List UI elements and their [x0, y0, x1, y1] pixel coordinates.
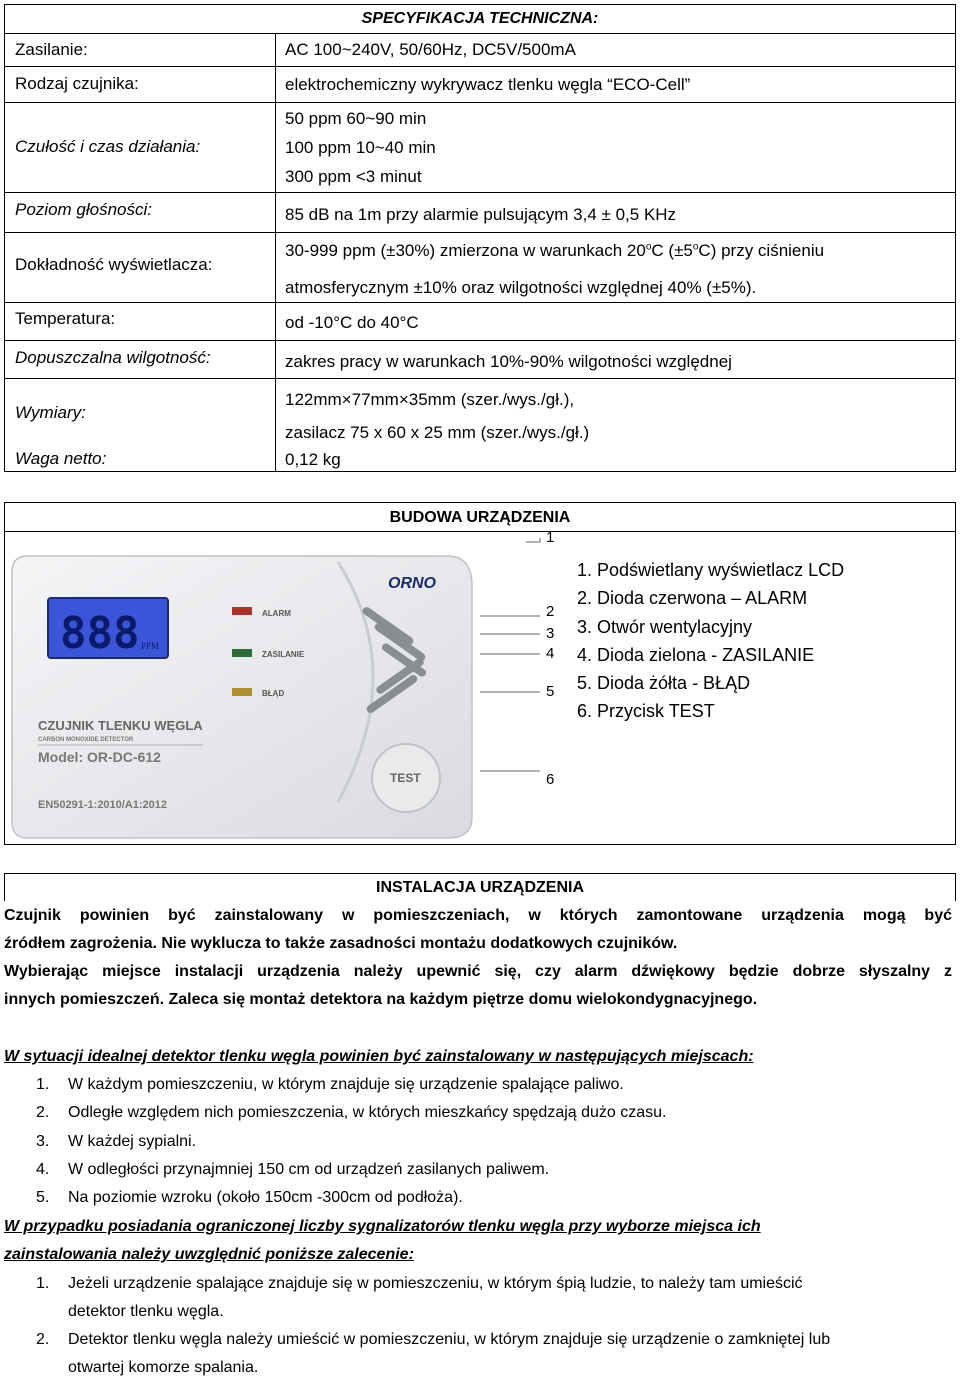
spec-value: zasilacz 75 x 60 x 25 mm (szer./wys./gł.) — [285, 423, 590, 442]
spec-row-volume — [5, 192, 955, 232]
spec-label: Waga netto: — [15, 449, 107, 468]
list-text: W każdej sypialni. — [68, 1133, 197, 1150]
install-paragraph — [4, 902, 952, 958]
callout-number: 6 — [546, 771, 555, 788]
led-green — [232, 649, 252, 657]
install-paragraph — [4, 958, 952, 1014]
product-subtitle: CARBON MONOXIDE DETECTOR — [38, 737, 134, 743]
callout-number: 2 — [546, 603, 555, 620]
spec-row-sensitivity — [5, 102, 955, 192]
parts-list-item: 3. Otwór wentylacyjny — [577, 616, 753, 637]
parts-list-item: 2. Dioda czerwona – ALARM — [577, 588, 808, 609]
spec-value: elektrochemiczny wykrywacz tlenku węgla “ECO-Cell” — [285, 75, 691, 94]
spec-value — [285, 241, 824, 261]
device-illustration — [8, 552, 478, 842]
parts-list-item: 4. Dioda zielona - ZASILANIE — [577, 644, 815, 665]
spec-row-temperature — [5, 302, 955, 340]
list-item — [36, 1099, 667, 1127]
heading-line: W przypadku posiadania ograniczonej liczby sygnalizatorów tlenku węgla przy wyborze miejsca ich — [4, 1218, 761, 1235]
spec-value: 100 ppm 10~40 min — [285, 138, 436, 157]
spec-row-accuracy — [5, 232, 955, 302]
list-text: Na poziomie wzroku (około 150cm -300cm od podłoża). — [68, 1189, 463, 1206]
callout-number: 5 — [546, 683, 555, 700]
standard-label: EN50291-1:2010/A1:2012 — [38, 799, 168, 811]
degree-mark: o — [645, 241, 652, 253]
spec-value: AC 100~240V, 50/60Hz, DC5V/500mA — [285, 40, 576, 59]
list-number: 2. — [36, 1104, 50, 1121]
spec-label: Wymiary: — [15, 403, 86, 422]
spec-label: Poziom głośności: — [15, 200, 153, 219]
spec-label: Zasilanie: — [15, 40, 88, 59]
paragraph-line: Czujnik powinien być zainstalowany w pomieszczeniach, w których zamontowane urządzenia mogą być — [4, 907, 952, 924]
parts-list — [577, 556, 844, 726]
instalacja-heading: INSTALACJA URZĄDZENIA — [4, 873, 956, 901]
spec-label: Rodzaj czujnika: — [15, 74, 139, 93]
lcd-digits: 888 — [60, 608, 140, 659]
list-item-continuation: otwartej komorze spalania. — [68, 1359, 259, 1376]
led-label: ALARM — [262, 609, 291, 618]
callout-number: 1 — [546, 530, 555, 546]
spec-label: Dopuszczalna wilgotność: — [15, 348, 211, 367]
spec-row-dimensions — [5, 378, 955, 445]
lcd-unit: PPM — [141, 641, 160, 651]
callout-number: 3 — [546, 625, 555, 642]
list-text: Jeżeli urządzenie spalające znajduje się w pomieszczeniu, w którym śpią ludzie, to należy tam umieścić — [68, 1275, 803, 1292]
list-item — [36, 1184, 463, 1212]
spec-row-humidity — [5, 340, 955, 378]
spec-value: 50 ppm 60~90 min — [285, 109, 427, 128]
list-number: 4. — [36, 1161, 50, 1178]
list-text: W odległości przynajmniej 150 cm od urządzeń zasilanych paliwem. — [68, 1161, 550, 1178]
spec-label: Czułość i czas działania: — [15, 137, 201, 156]
parts-list-item: 6. Przycisk TEST — [577, 701, 715, 722]
spec-value: 300 ppm <3 minut — [285, 167, 422, 186]
spec-label: Dokładność wyświetlacza: — [15, 255, 213, 274]
list-number: 1. — [36, 1275, 50, 1292]
list-item-continuation: detektor tlenku węgla. — [68, 1303, 224, 1320]
spec-title: SPECYFIKACJA TECHNICZNA: — [361, 10, 599, 27]
led-red — [232, 607, 252, 615]
spec-value: 85 dB na 1m przy alarmie pulsującym 3,4 ± 0,5 KHz — [285, 205, 677, 224]
spec-value: 0,12 kg — [285, 450, 341, 469]
list-number: 3. — [36, 1133, 50, 1150]
spec-value: od -10°C do 40°C — [285, 313, 419, 332]
led-label: BŁĄD — [262, 689, 285, 698]
spec-label: Temperatura: — [15, 309, 116, 328]
list-item — [36, 1128, 196, 1156]
limited-detectors-heading — [4, 1213, 952, 1269]
spec-value-part: C (±5 — [651, 241, 693, 260]
product-name: CZUJNIK TLENKU WĘGLA — [38, 718, 203, 733]
list-text: W każdym pomieszczeniu, w którym znajduje się urządzenie spalające paliwo. — [68, 1076, 624, 1093]
list-item — [36, 1270, 803, 1298]
callout-number: 4 — [546, 645, 555, 662]
led-yellow — [232, 688, 252, 696]
list-text: Detektor tlenku węgla należy umieścić w pomieszczeniu, w którym znajduje się urządzenie o zamkniętej lub — [68, 1331, 831, 1348]
parts-list-item: 1. Podświetlany wyświetlacz LCD — [577, 560, 845, 580]
spec-value-part: 30-999 ppm (±30%) zmierzona w warunkach 20 — [285, 241, 646, 260]
spec-row-sensor — [5, 66, 955, 102]
spec-row-weight — [5, 445, 955, 471]
list-item — [36, 1326, 830, 1354]
paragraph-line: źródłem zagrożenia. Nie wyklucza to także zasadności montażu dodatkowych czujników. — [4, 935, 678, 952]
callout-lines — [480, 530, 570, 800]
spec-value: 122mm×77mm×35mm (szer./wys./gł.), — [285, 390, 575, 409]
degree-mark: o — [692, 241, 699, 253]
brand-logo: ORNO — [388, 575, 436, 592]
list-text: Odległe względem nich pomieszczenia, w których mieszkańcy spędzają dużo czasu. — [68, 1104, 667, 1121]
heading-line: zainstalowania należy uwzględnić poniższe zalecenie: — [4, 1246, 414, 1263]
ideal-location-heading: W sytuacji idealnej detektor tlenku węgla powinien być zainstalowany w następujących miejscach: — [4, 1048, 754, 1065]
led-label: ZASILANIE — [262, 650, 305, 659]
spec-value: atmosferycznym ±10% oraz wilgotności względnej 40% (±5%). — [285, 278, 757, 297]
list-item — [36, 1156, 549, 1184]
spec-table — [4, 4, 956, 472]
paragraph-line: innych pomieszczeń. Zaleca się montaż detektora na każdym piętrze domu wielokondygnacyjnego. — [4, 991, 758, 1008]
spec-value-part: C) przy ciśnieniu — [698, 241, 825, 260]
paragraph-line: Wybierając miejsce instalacji urządzenia należy upewnić się, czy alarm dźwiękowy będzie dobrze słyszalny z — [4, 963, 952, 980]
model-label: Model: OR-DC-612 — [38, 749, 161, 765]
parts-list-item: 5. Dioda żółta - BŁĄD — [577, 673, 751, 694]
test-button-label: TEST — [390, 771, 421, 785]
list-item — [36, 1071, 624, 1099]
list-number: 2. — [36, 1331, 50, 1348]
spec-value: zakres pracy w warunkach 10%-90% wilgotności względnej — [285, 352, 732, 371]
budowa-heading: BUDOWA URZĄDZENIA — [4, 502, 956, 532]
spec-row-power — [5, 33, 955, 66]
list-number: 1. — [36, 1076, 50, 1093]
list-number: 5. — [36, 1189, 50, 1206]
